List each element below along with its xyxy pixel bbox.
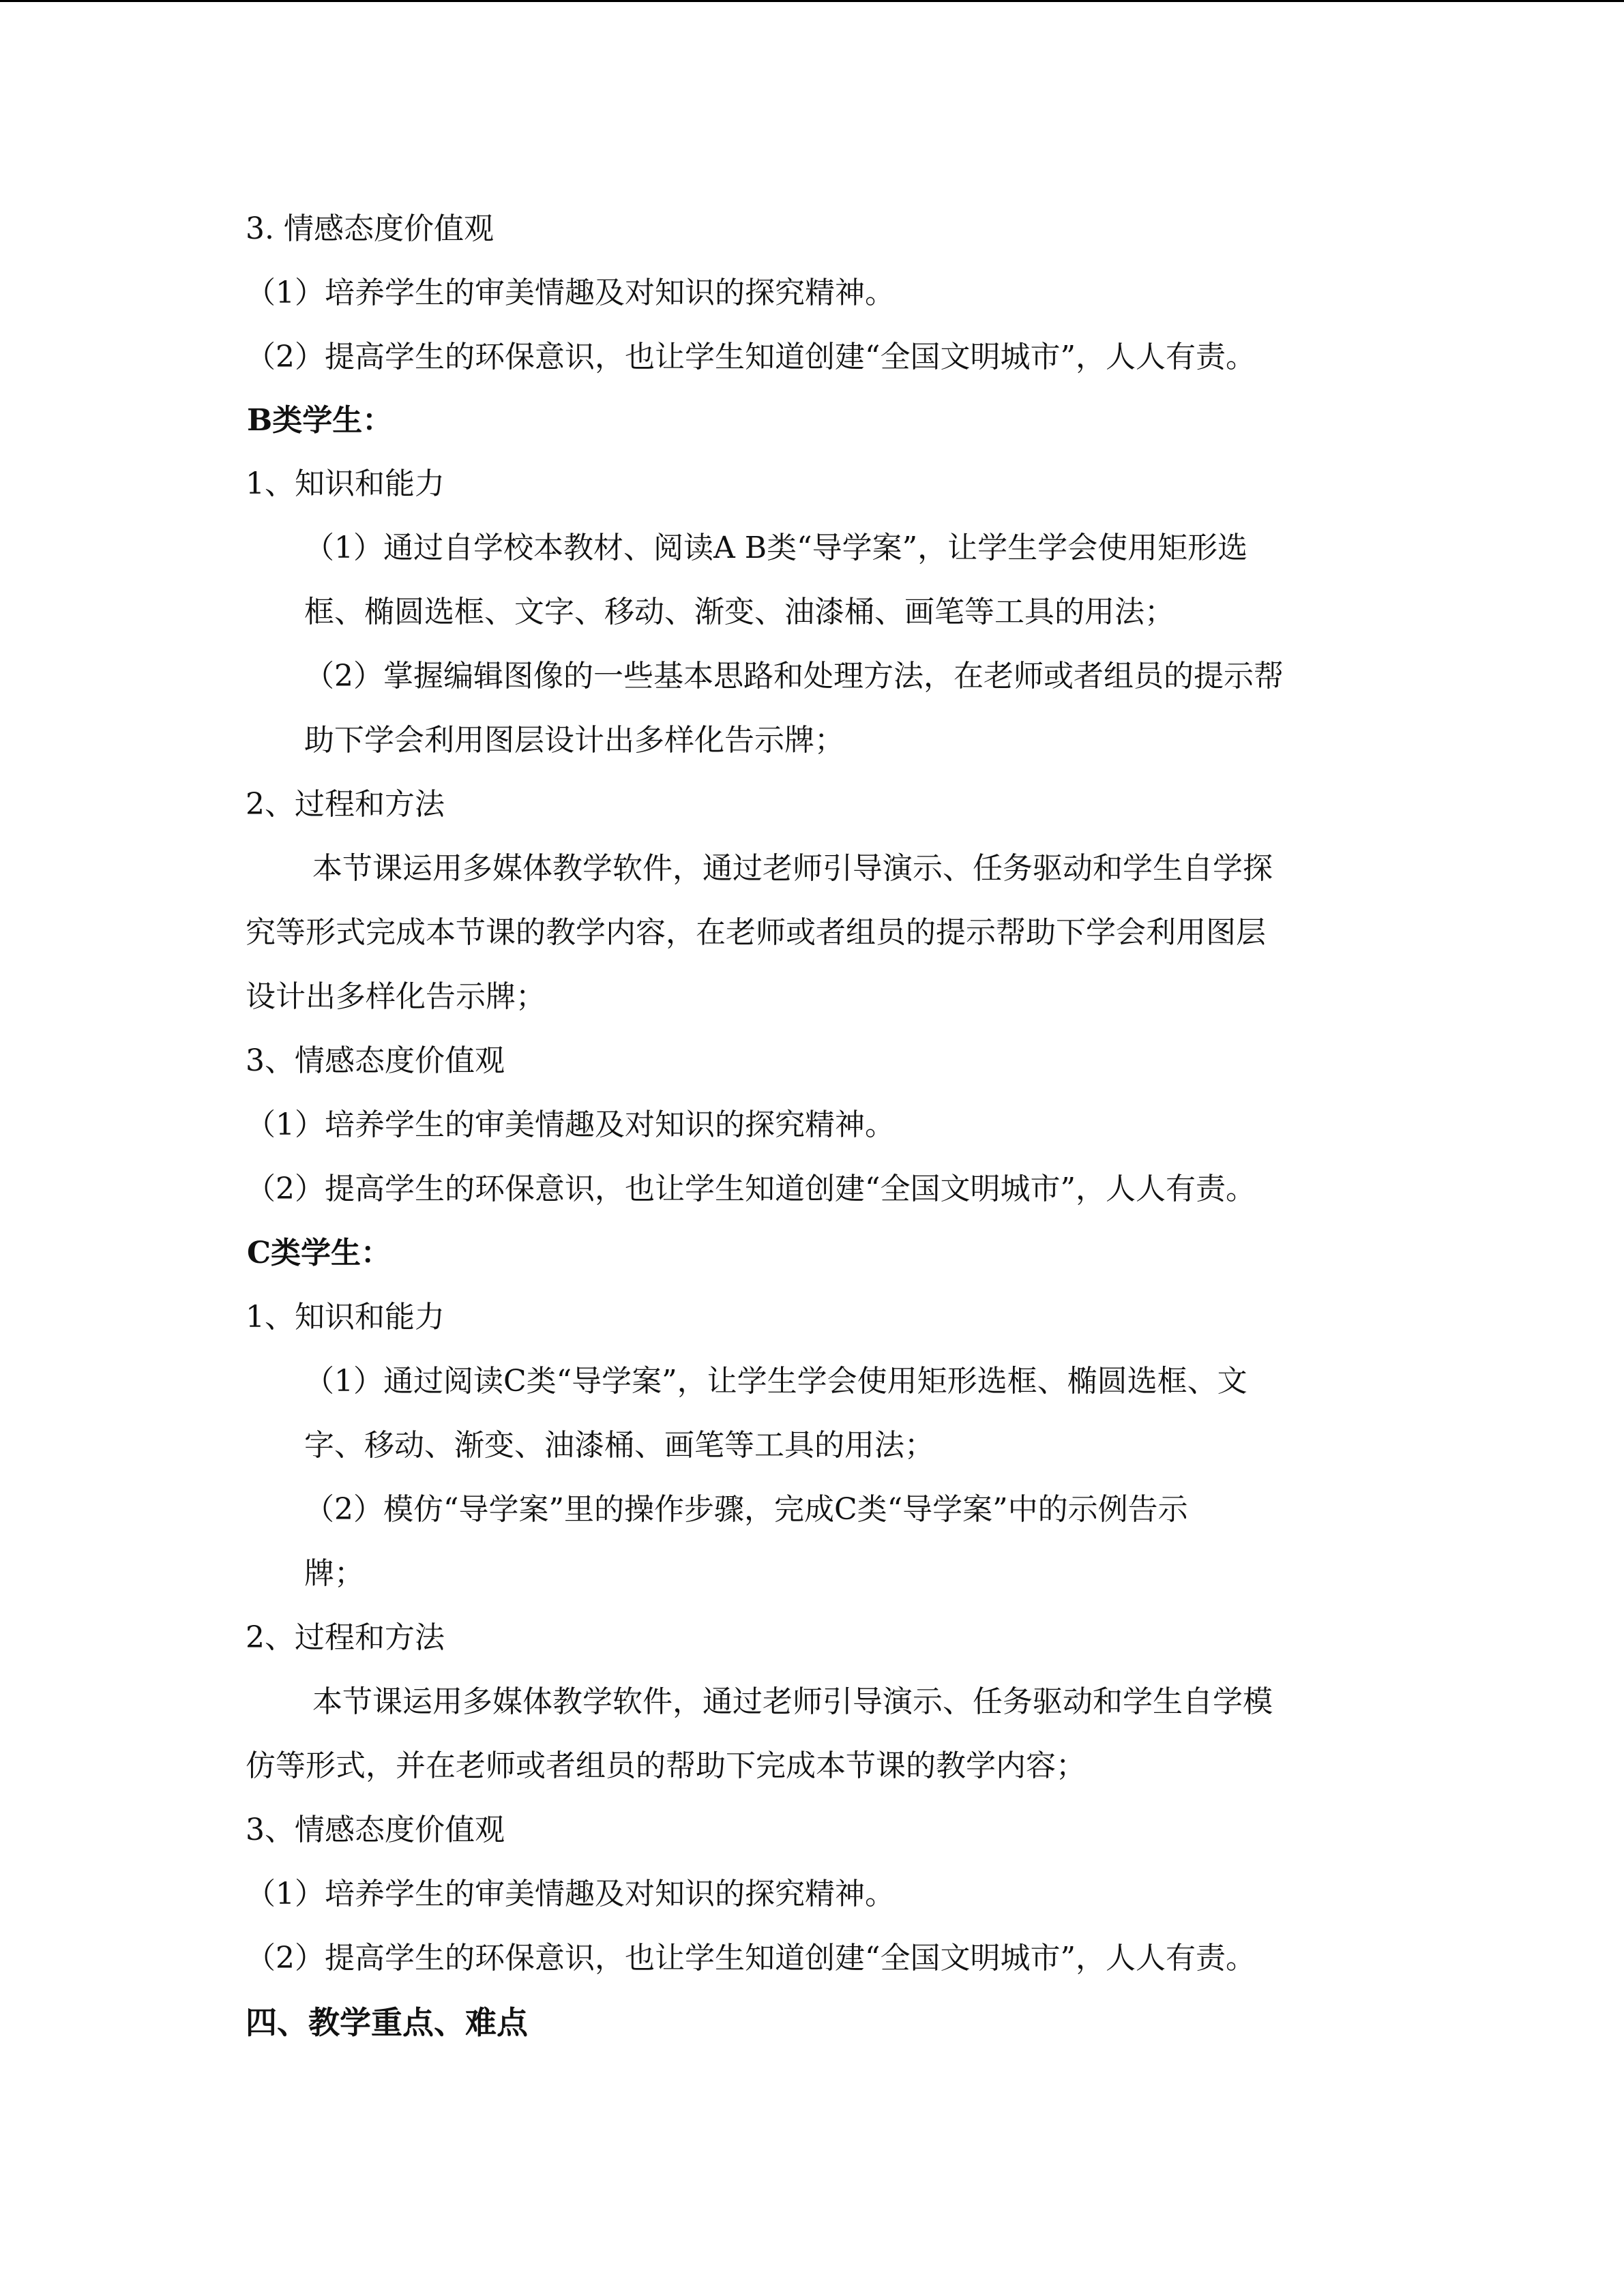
text-line: 字、移动、渐变、油漆桶、画笔等工具的用法； — [304, 1428, 934, 1463]
text-line: （1）培养学生的审美情趣及对知识的探究精神。 — [246, 1877, 895, 1911]
subheading-affective: 3、情感态度价值观 — [246, 1813, 505, 1847]
page-top-border — [0, 0, 1624, 2]
text-line: （1）通过阅读C类“导学案”，让学生学会使用矩形选框、椭圆选框、文 — [304, 1364, 1247, 1399]
text-line: 究等形式完成本节课的教学内容，在老师或者组员的提示帮助下学会利用图层 — [246, 915, 1266, 950]
text-line: （2）提高学生的环保意识，也让学生知道创建“全国文明城市”，人人有责。 — [246, 340, 1256, 374]
text-line: 框、椭圆选框、文字、移动、渐变、油漆桶、画笔等工具的用法； — [304, 595, 1175, 629]
text-line: 助下学会利用图层设计出多样化告示牌； — [304, 723, 844, 758]
subheading-process: 2、过程和方法 — [246, 787, 445, 822]
text-line: （2）提高学生的环保意识，也让学生知道创建“全国文明城市”，人人有责。 — [246, 1941, 1256, 1976]
text-line: （1）通过自学校本教材、阅读A B类“导学案”，让学生学会使用矩形选 — [304, 531, 1248, 565]
text-line: 本节课运用多媒体教学软件，通过老师引导演示、任务驱动和学生自学模 — [312, 1684, 1273, 1719]
text-line: 设计出多样化告示牌； — [246, 979, 546, 1014]
subheading-knowledge: 1、知识和能力 — [246, 466, 445, 501]
group-heading-c-students: C类学生： — [247, 1236, 392, 1270]
text-line: （2）模仿“导学案”里的操作步骤，完成C类“导学案”中的示例告示 — [304, 1492, 1188, 1527]
subheading-knowledge: 1、知识和能力 — [246, 1300, 445, 1335]
text-line: （2）提高学生的环保意识，也让学生知道创建“全国文明城市”，人人有责。 — [246, 1172, 1256, 1206]
subheading-affective: 3、情感态度价值观 — [246, 1043, 505, 1078]
subheading-process: 2、过程和方法 — [246, 1620, 445, 1655]
text-line: 牌； — [304, 1556, 364, 1591]
section-heading-key-points: 四、教学重点、难点 — [246, 2004, 528, 2041]
section-heading-affective: 3. 情感态度价值观 — [246, 211, 494, 246]
text-line: （1）培养学生的审美情趣及对知识的探究精神。 — [246, 275, 895, 310]
text-line: （2）掌握编辑图像的一些基本思路和处理方法，在老师或者组员的提示帮 — [304, 659, 1284, 694]
text-line: 本节课运用多媒体教学软件，通过老师引导演示、任务驱动和学生自学探 — [312, 851, 1273, 886]
text-line: 仿等形式，并在老师或者组员的帮助下完成本节课的教学内容； — [246, 1748, 1086, 1783]
text-line: （1）培养学生的审美情趣及对知识的探究精神。 — [246, 1107, 895, 1142]
group-heading-b-students: B类学生： — [247, 403, 393, 438]
